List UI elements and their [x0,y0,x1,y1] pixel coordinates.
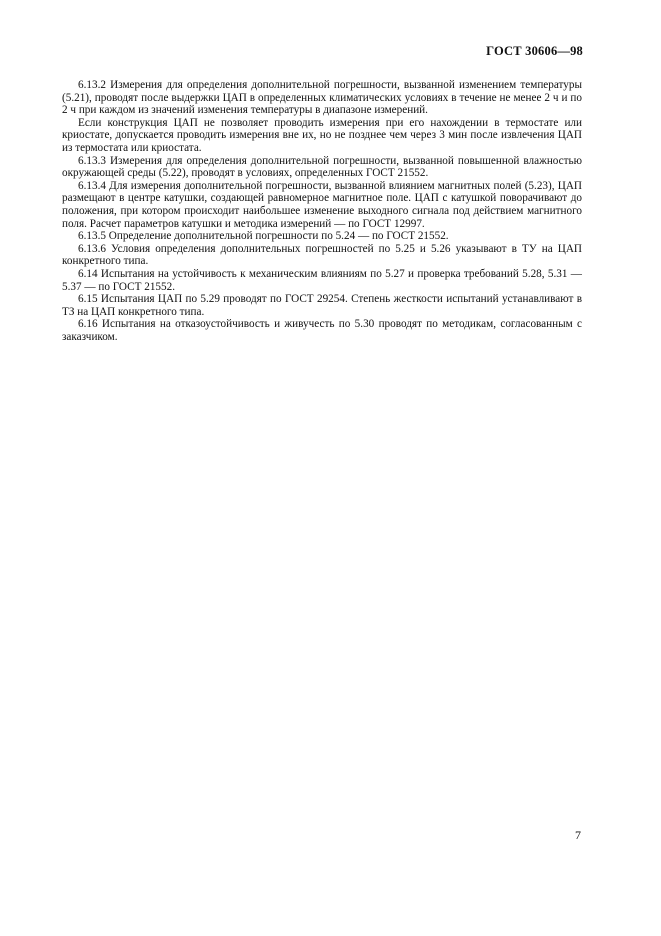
document-body [62,79,582,343]
page-number: 7 [575,828,581,842]
paragraph-6-14: 6.14 Испытания на устойчивость к механическим влияниям по 5.27 и проверка требований 5.28, 5.31 — 5.37 — по ГОСТ 21552. [62,267,582,293]
paragraph-6-13-2: 6.13.2 Измерения для определения дополнительной погрешности, вызванной изменением температуры (5.21), проводят после выдержки ЦАП в определенных климатических условиях в течение не менее 2 ч и по 2 ч при каждом из значений изменения температуры в диапазоне измерений. [62,79,582,117]
paragraph-6-13-5: 6.13.5 Определение дополнительной погрешности по 5.24 — по ГОСТ 21552. [78,230,449,243]
paragraph-6-13-6: 6.13.6 Условия определения дополнительных погрешностей по 5.25 и 5.26 указывают в ТУ на ЦАП конкретного типа. [62,242,582,268]
paragraph-6-15: 6.15 Испытания ЦАП по 5.29 проводят по ГОСТ 29254. Степень жесткости испытаний устанавливают в ТЗ на ЦАП конкретного типа. [62,293,582,318]
document-code-header: ГОСТ 30606—98 [486,44,583,58]
paragraph-6-13-3: 6.13.3 Измерения для определения дополнительной погрешности, вызванной повышенной влажностью окружающей среды (5.22), проводят в условиях, определенных ГОСТ 21552. [62,154,582,180]
paragraph-cryostat-note: Если конструкция ЦАП не позволяет проводить измерения при его нахождении в термостате или криостате, допускается проводить измерения вне их, но не позднее чем через 3 мин после извлечения ЦАП из термостата или криостата. [62,116,582,154]
paragraph-6-13-4: 6.13.4 Для измерения дополнительной погрешности, вызванной влиянием магнитных полей (5.23), ЦАП размещают в центре катушки, создающей равномерное магнитное поле. ЦАП с катушкой поворачивают до положения, при котором происходит наибольшее изменение выходного сигнала под действием магнитного поля. Расчет параметров катушки и методика измерений — по ГОСТ 12997. [62,179,582,230]
paragraph-6-16: 6.16 Испытания на отказоустойчивость и живучесть по 5.30 проводят по методикам, согласованным с заказчиком. [62,318,582,343]
